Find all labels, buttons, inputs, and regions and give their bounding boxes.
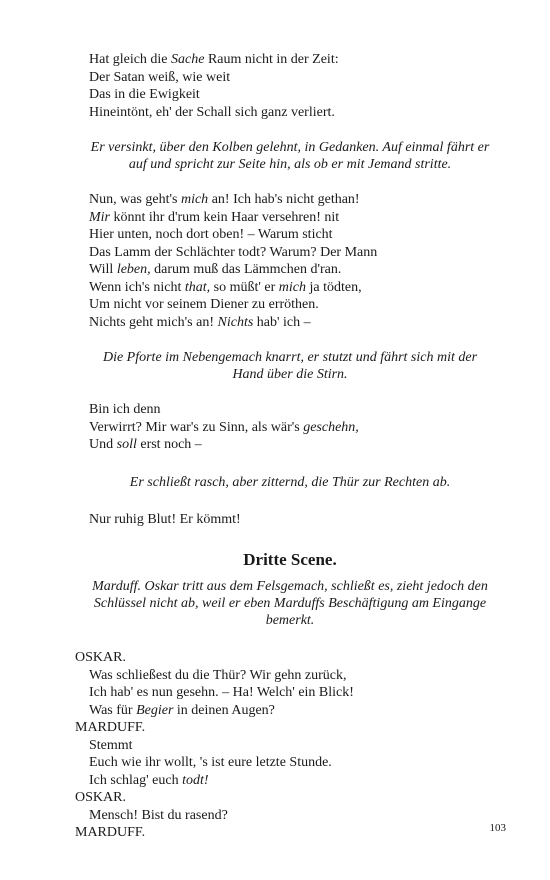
verse-line: Bin ich denn	[89, 402, 161, 417]
page-body	[75, 51, 505, 842]
speech	[75, 737, 505, 790]
verse-block-2	[75, 191, 505, 331]
verse-block-1	[75, 51, 505, 121]
speech	[75, 807, 505, 825]
speaker-name: OSKAR.	[75, 650, 126, 665]
speech-line: Ich schlag' euch todt!	[89, 772, 209, 788]
speech-line: Was für Begier in deinen Augen?	[89, 702, 275, 718]
stage-direction-1	[75, 139, 505, 173]
stage-direction-line: Die Pforte im Nebengemach knarrt, er stutzt und fährt sich mit der	[102, 350, 478, 365]
stage-direction-line: Er versinkt, über den Kolben gelehnt, in Gedanken. Auf einmal fährt er	[90, 140, 490, 155]
stage-direction-line: auf und spricht zur Seite hin, als ob er mit Jemand stritte.	[128, 157, 452, 172]
stage-direction-4	[75, 578, 505, 629]
speaker-name: OSKAR.	[75, 790, 126, 805]
speech-line: Stemmt	[89, 737, 133, 753]
verse-line: Verwirrt? Mir war's zu Sinn, als wär's geschehn,	[89, 419, 359, 435]
verse-line: Der Satan weiß, wie weit	[89, 69, 231, 85]
speech	[75, 667, 505, 720]
stage-direction-3	[75, 474, 505, 491]
stage-direction-line: Er schließt rasch, aber zitternd, die Thür zur Rechten ab.	[129, 474, 451, 490]
scene-heading: Dritte Scene.	[243, 550, 337, 569]
stage-direction-line: Schlüssel nicht ab, weil er eben Marduffs Beschäftigung am Eingange	[93, 596, 487, 611]
speech-line: Was schließest du die Thür? Wir gehn zurück,	[89, 667, 347, 683]
verse-line: Das in die Ewigkeit	[89, 87, 200, 102]
verse-line: Wenn ich's nicht that, so müßt' er mich ja tödten,	[89, 279, 362, 295]
verse-line: Um nicht vor seinem Diener zu erröthen.	[89, 297, 319, 312]
verse-line: Nichts geht mich's an! Nichts hab' ich –	[89, 314, 311, 330]
verse-line: Das Lamm der Schlächter todt? Warum? Der Mann	[89, 244, 378, 260]
stage-direction-line: bemerkt.	[265, 613, 315, 628]
speech-line: Ich hab' es nun gesehn. – Ha! Welch' ein Blick!	[89, 685, 354, 700]
dialogue	[75, 649, 505, 842]
verse-line: Nur ruhig Blut! Er kömmt!	[89, 511, 241, 527]
verse-line: Nun, was geht's mich an! Ich hab's nicht gethan!	[89, 192, 360, 207]
verse-block-3	[75, 401, 505, 454]
verse-line: Und soll erst noch –	[89, 437, 202, 452]
verse-line: Mir könnt ihr d'rum kein Haar versehren! nit	[89, 209, 340, 225]
verse-line: Will leben, darum muß das Lämmchen d'ran.	[89, 262, 342, 277]
speech-line: Euch wie ihr wollt, 's ist eure letzte Stunde.	[89, 755, 332, 770]
verse-line: Hineintönt, eh' der Schall sich ganz verliert.	[89, 104, 335, 120]
verse-block-4	[75, 511, 505, 529]
speaker-name: MARDUFF.	[75, 720, 146, 735]
speaker-name: MARDUFF.	[75, 825, 146, 840]
stage-direction-2	[75, 349, 505, 383]
stage-direction-line: Marduff. Oskar tritt aus dem Felsgemach, schließt es, zieht jedoch den	[92, 579, 488, 594]
stage-direction-line: Hand über die Stirn.	[232, 367, 348, 382]
speech-line: Mensch! Bist du rasend?	[89, 807, 228, 823]
verse-line: Hat gleich die Sache Raum nicht in der Zeit:	[89, 52, 339, 67]
verse-line: Hier unten, noch dort oben! – Warum sticht	[89, 227, 333, 242]
page-number: 103	[489, 822, 506, 834]
